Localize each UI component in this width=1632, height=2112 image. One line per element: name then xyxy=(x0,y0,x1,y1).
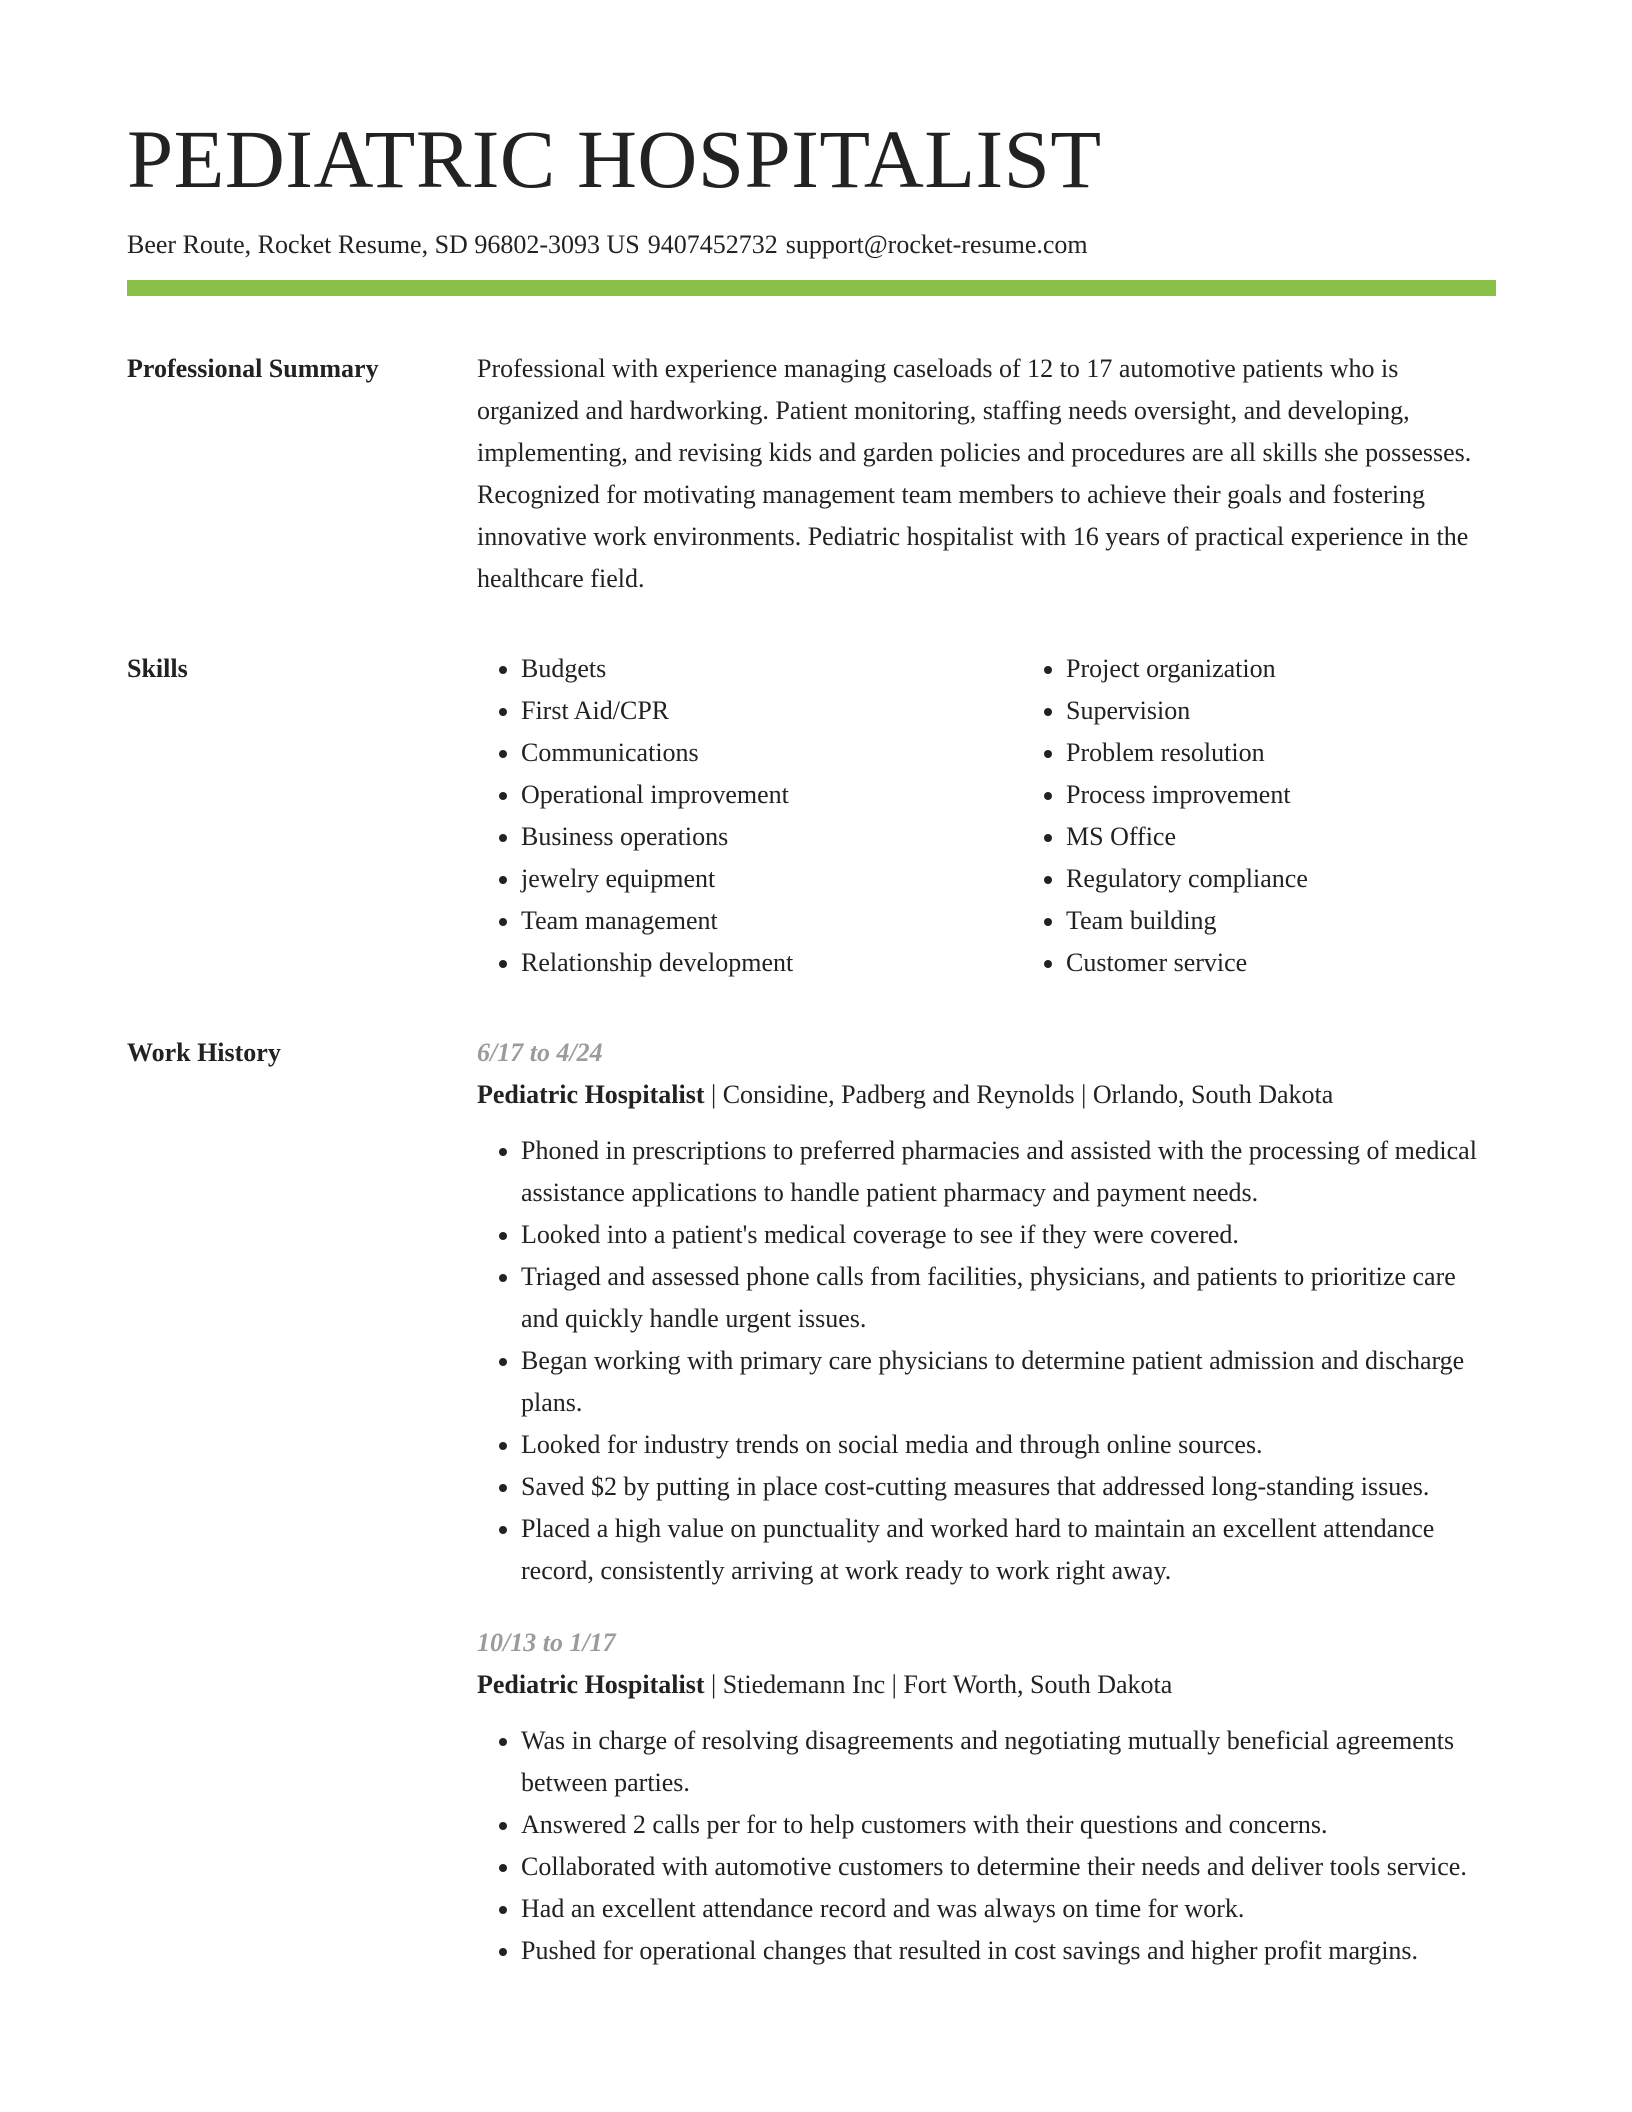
skills-heading: Skills xyxy=(127,654,188,684)
skill-item: • Relationship development xyxy=(521,942,1022,984)
skills-list-left xyxy=(477,648,1022,984)
work-history-section xyxy=(127,1032,1496,1972)
job-dates: 10/13 to 1/17 xyxy=(477,1628,616,1658)
job-bullet: • Began working with primary care physicians to determine patient admission and discharge plans. xyxy=(521,1340,1496,1424)
job-bullets xyxy=(477,1720,1496,1972)
job-dates: 6/17 to 4/24 xyxy=(477,1038,603,1068)
jobs-list xyxy=(477,1032,1496,1972)
skill-item: • Budgets xyxy=(521,648,1022,690)
skill-item: • Team building xyxy=(1066,900,1567,942)
skill-item: • Problem resolution xyxy=(1066,732,1567,774)
resume xyxy=(127,113,1496,1972)
job-employer-location: | Considine, Padberg and Reynolds | Orlando, South Dakota xyxy=(704,1080,1334,1110)
skill-item: • MS Office xyxy=(1066,816,1567,858)
job-bullet: • Had an excellent attendance record and was always on time for work. xyxy=(521,1888,1496,1930)
job-bullet: • Was in charge of resolving disagreements and negotiating mutually beneficial agreements between parties. xyxy=(521,1720,1496,1804)
skill-item: • Customer service xyxy=(1066,942,1567,984)
skill-item: • Supervision xyxy=(1066,690,1567,732)
skill-item: • jewelry equipment xyxy=(521,858,1022,900)
skills-list-right xyxy=(1022,648,1567,984)
phone: 9407452732 xyxy=(647,230,778,259)
job-bullet: • Looked into a patient's medical coverage to see if they were covered. xyxy=(521,1214,1496,1256)
skills-section xyxy=(127,648,1496,984)
job-entry xyxy=(477,1032,1496,1592)
job-employer-location: | Stiedemann Inc | Fort Worth, South Dakota xyxy=(704,1670,1173,1700)
candidate-name: PEDIATRIC HOSPITALIST xyxy=(127,113,1102,205)
contact-line xyxy=(127,229,1496,260)
summary-text: Professional with experience managing caseloads of 12 to 17 automotive patients who is organized and hardworking. Patient monitoring, staffing needs oversight, and developing, implementing, and revising kids and garden policies and procedures are all skills she possesses. Recognized for motivating management team members to achieve their goals and fostering innovative work environments. Pediatric hospitalist with 16 years of practical experience in the healthcare field. xyxy=(477,354,1472,594)
job-title-line xyxy=(477,1074,1496,1116)
summary-heading: Professional Summary xyxy=(127,354,379,384)
address: Beer Route, Rocket Resume, SD 96802-3093 US xyxy=(127,230,640,259)
skill-item: • Communications xyxy=(521,732,1022,774)
job-bullets xyxy=(477,1130,1496,1592)
job-bullet: • Triaged and assessed phone calls from facilities, physicians, and patients to prioritize care and quickly handle urgent issues. xyxy=(521,1256,1496,1340)
skill-item: • Process improvement xyxy=(1066,774,1567,816)
job-bullet: • Phoned in prescriptions to preferred pharmacies and assisted with the processing of medical assistance applications to handle patient pharmacy and payment needs. xyxy=(521,1130,1496,1214)
job-position: Pediatric Hospitalist xyxy=(477,1670,705,1700)
job-bullet: • Pushed for operational changes that resulted in cost savings and higher profit margins. xyxy=(521,1930,1496,1972)
skill-item: • Business operations xyxy=(521,816,1022,858)
skill-item: • Regulatory compliance xyxy=(1066,858,1567,900)
job-bullet: • Placed a high value on punctuality and worked hard to maintain an excellent attendance record, consistently arriving at work ready to work right away. xyxy=(521,1508,1496,1592)
header-divider xyxy=(127,280,1496,296)
job-bullet: • Looked for industry trends on social media and through online sources. xyxy=(521,1424,1496,1466)
job-position: Pediatric Hospitalist xyxy=(477,1080,705,1110)
job-bullet: • Collaborated with automotive customers to determine their needs and deliver tools service. xyxy=(521,1846,1496,1888)
job-bullet: • Answered 2 calls per for to help customers with their questions and concerns. xyxy=(521,1804,1496,1846)
summary-section xyxy=(127,348,1496,600)
email: support@rocket-resume.com xyxy=(785,230,1088,259)
job-title-line xyxy=(477,1664,1496,1706)
job-bullet: • Saved $2 by putting in place cost-cutting measures that addressed long-standing issues. xyxy=(521,1466,1496,1508)
skill-item: • First Aid/CPR xyxy=(521,690,1022,732)
skill-item: • Team management xyxy=(521,900,1022,942)
work-history-heading: Work History xyxy=(127,1038,281,1068)
job-entry xyxy=(477,1622,1496,1972)
skills-grid xyxy=(477,648,1567,984)
skill-item: • Operational improvement xyxy=(521,774,1022,816)
skill-item: • Project organization xyxy=(1066,648,1567,690)
